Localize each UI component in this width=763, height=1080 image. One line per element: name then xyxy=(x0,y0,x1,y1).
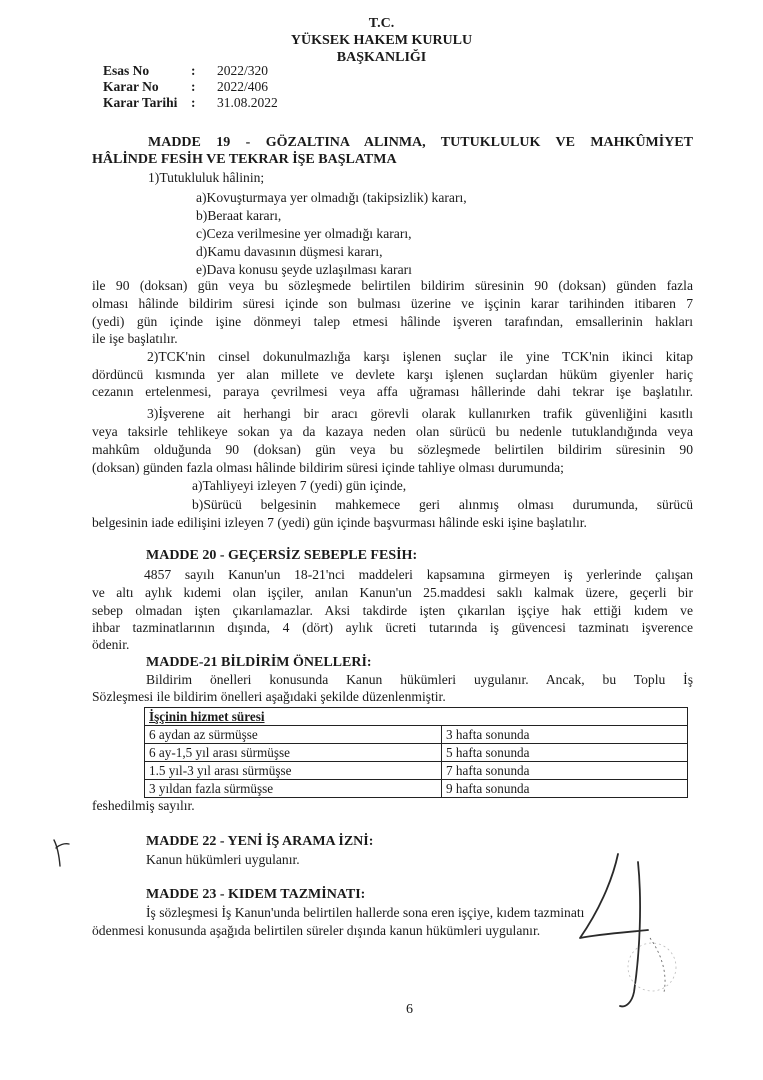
madde23-line1: İş sözleşmesi İş Kanun'unda belirtilen hallerde sona eren işçiye, kıdem tazminatı xyxy=(146,905,585,920)
madde19-p2-line3: cezanın ertelenmesi, paraya çevrilmesi veya affa uğraması hâllerinde dahi tekrar işe başlatılır. xyxy=(92,384,693,399)
madde19-p1-line1: ile 90 (doksan) gün veya bu sözleşmede belirtilen bildirim süresinin 90 (doksan) günden fazla xyxy=(92,278,693,293)
header-line-1: T.C. xyxy=(368,16,395,31)
meta-colon: : xyxy=(191,79,196,94)
table-row xyxy=(145,780,688,798)
meta-label: Karar Tarihi xyxy=(103,95,178,110)
madde22-text: Kanun hükümleri uygulanır. xyxy=(146,852,300,867)
duration-cell: 6 ay-1,5 yıl arası sürmüşse xyxy=(145,744,442,762)
meta-colon: : xyxy=(191,95,196,110)
madde19-title-line1: MADDE 19 - GÖZALTINA ALINMA, TUTUKLULUK VE MAHKÛMİYET xyxy=(148,135,693,150)
madde19-p3-b-line2: belgesinin iade edilişini izleyen 7 (yedi) gün içinde başvurması hâlinde eski işine başlatılır. xyxy=(92,515,587,530)
notice-cell: 9 hafta sonunda xyxy=(442,780,688,798)
madde19-title-line2: HÂLİNDE FESİH VE TEKRAR İŞE BAŞLATMA xyxy=(92,152,397,167)
madde21-title: MADDE-21 BİLDİRİM ÖNELLERİ: xyxy=(146,655,372,670)
madde19-item-e: e)Dava konusu şeyde uzlaşılması kararı xyxy=(196,262,412,277)
madde19-p3-line2: veya taksirle tehlikeye sokan ya da kazaya neden olan sürücü bu nedenle tutuklandığında veya xyxy=(92,424,693,439)
case-meta xyxy=(103,63,278,111)
meta-value: 2022/320 xyxy=(217,63,269,78)
duration-cell: 1.5 yıl-3 yıl arası sürmüşse xyxy=(145,762,442,780)
madde19-p1-line3: (yedi) gün içinde işine dönmeyi talep etmesi hâlinde işveren tarafından, emsallerinin hakları xyxy=(92,314,693,329)
madde19-p3-b-line1: b)Sürücü belgesinin mahkemece geri alınmış olması durumunda, sürücü xyxy=(192,497,693,512)
madde19-item-a: a)Kovuşturmaya yer olmadığı (takipsizlik) kararı, xyxy=(196,190,467,205)
madde19-p1-line4: ile işe başlatılır. xyxy=(92,331,178,346)
notice-cell: 5 hafta sonunda xyxy=(442,744,688,762)
table-header-cell: İşçinin hizmet süresi xyxy=(145,708,688,726)
madde23-line2: ödenmesi konusunda aşağıda belirtilen süreler dışında kanun hükümleri uygulanır. xyxy=(92,923,541,938)
madde19-p3-line3: mahkûm olduğunda 90 (doksan) gün veya bu sözleşmede belirtilen bildirim süresinin 90 xyxy=(92,442,693,457)
duration-cell: 3 yıldan fazla sürmüşse xyxy=(145,780,442,798)
header-line-2: YÜKSEK HAKEM KURULU xyxy=(290,33,473,48)
notice-period-table xyxy=(144,707,688,798)
madde20-title: MADDE 20 - GEÇERSİZ SEBEPLE FESİH: xyxy=(146,548,418,563)
madde19-p1-intro: 1)Tutukluluk hâlinin; xyxy=(148,170,265,185)
madde19-p3-line4: (doksan) günden fazla olması hâlinde bildirim süresi içinde tahliye olması durumunda; xyxy=(92,460,564,475)
madde20-line3: sebep olmadan işten çıkarılamazlar. Aksi takdirde işten çıkarılan işçiye hak ettiği kıdem ve xyxy=(92,603,693,618)
page-number: 6 xyxy=(406,1002,413,1017)
madde19-p3-a: a)Tahliyeyi izleyen 7 (yedi) gün içinde, xyxy=(192,478,407,493)
meta-row-tarih xyxy=(103,95,278,111)
duration-cell: 6 aydan az sürmüşse xyxy=(145,726,442,744)
margin-initial-mark xyxy=(50,838,74,870)
madde21-line1: Bildirim önelleri konusunda Kanun hükümleri uygulanır. Ancak, bu Toplu İş xyxy=(146,672,693,687)
meta-row-karar xyxy=(103,79,278,95)
madde21-line2: Sözleşmesi ile bildirim önelleri aşağıdaki şekilde düzenlenmiştir. xyxy=(92,689,446,704)
notice-cell: 7 hafta sonunda xyxy=(442,762,688,780)
madde20-line4: ihbar tazminatlarının dışında, 4 (dört) aylık ücreti tutarında iş güvencesi tazminatı işverence xyxy=(92,620,693,635)
meta-colon: : xyxy=(191,63,196,78)
madde19-p2-line2: dördüncü kısmında yer alan millete ve devlete karşı işlenen suçlardan hüküm giyenler hariç xyxy=(92,367,693,382)
meta-value: 2022/406 xyxy=(217,79,269,94)
meta-label: Esas No xyxy=(103,63,150,78)
madde20-line1: 4857 sayılı Kanun'un 18-21'nci maddeleri kapsamına girmeyen iş yerlerinde çalışan xyxy=(144,567,693,582)
madde19-p3-line1: 3)İşverene ait herhangi bir aracı görevli olarak kullanırken trafik güvenliğini kasıtlı xyxy=(147,406,693,421)
meta-row-esas xyxy=(103,63,278,79)
table-row xyxy=(145,762,688,780)
madde23-title: MADDE 23 - KIDEM TAZMİNATI: xyxy=(146,887,366,902)
madde19-item-d: d)Kamu davasının düşmesi kararı, xyxy=(196,244,383,259)
table-row xyxy=(145,726,688,744)
madde21-after: feshedilmiş sayılır. xyxy=(92,798,195,813)
madde20-line2: ve altı aylık kıdemi olan işçiler, anılan Kanun'un 25.maddesi saklı kalmak üzere, geçerli bir xyxy=(92,585,693,600)
madde19-p1-line2: olması hâlinde bildirim süresi içinde son bulması üzerine ve işçinin karar tarihinden itibaren 7 xyxy=(92,296,693,311)
madde19-item-b: b)Beraat kararı, xyxy=(196,208,282,223)
madde19-p2-line1: 2)TCK'nin cinsel dokunulmazlığa karşı işlenen suçlar ile yine TCK'nin ikinci kitap xyxy=(147,349,693,364)
signature-mark xyxy=(560,842,690,1022)
madde22-title: MADDE 22 - YENİ İŞ ARAMA İZNİ: xyxy=(146,834,374,849)
notice-cell: 3 hafta sonunda xyxy=(442,726,688,744)
meta-label: Karar No xyxy=(103,79,159,94)
meta-value: 31.08.2022 xyxy=(217,95,278,110)
table-row xyxy=(145,744,688,762)
madde19-item-c: c)Ceza verilmesine yer olmadığı kararı, xyxy=(196,226,412,241)
table-header-row xyxy=(145,708,688,726)
header-line-3: BAŞKANLIĞI xyxy=(336,50,427,65)
madde20-line5: ödenir. xyxy=(92,637,130,652)
